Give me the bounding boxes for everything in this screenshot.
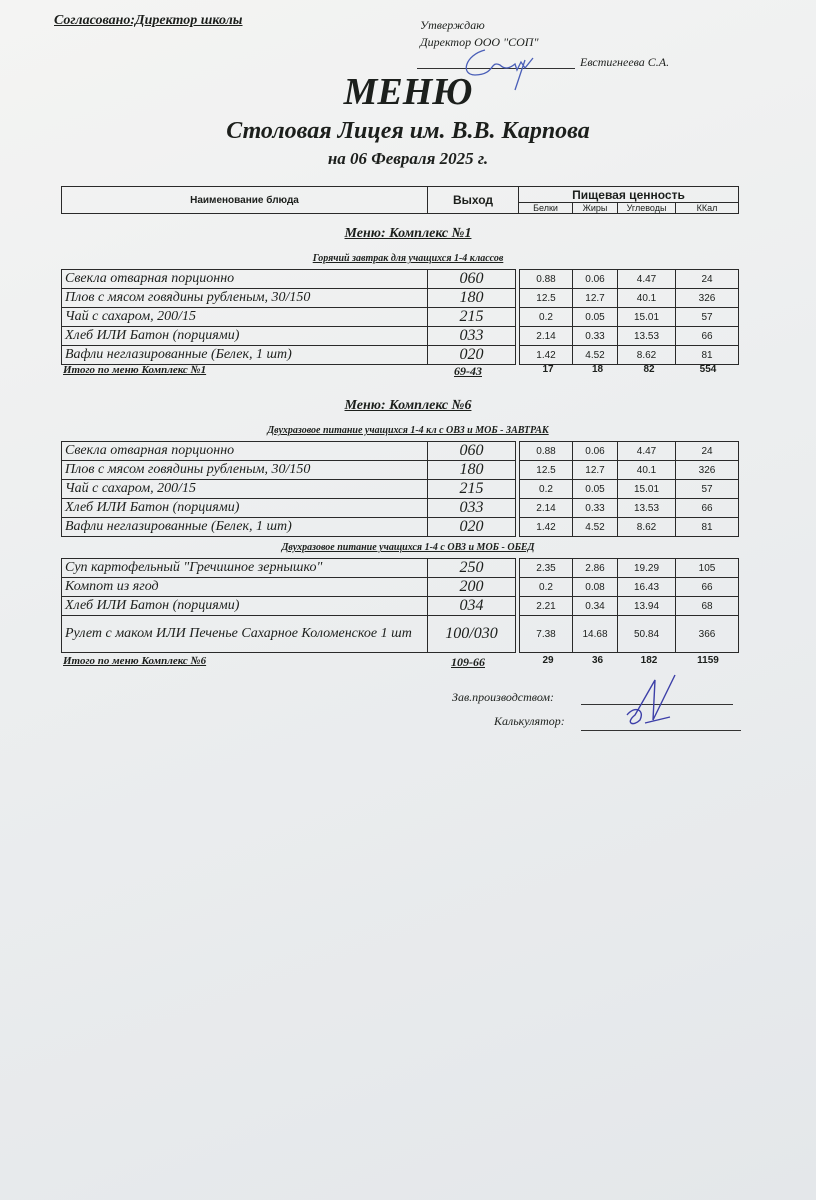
page-title: МЕНЮ bbox=[343, 71, 473, 113]
kcal: 24 bbox=[676, 270, 739, 289]
fat: 0.08 bbox=[573, 578, 618, 597]
fat: 0.06 bbox=[573, 270, 618, 289]
dish-name: Хлеб ИЛИ Батон (порциями) bbox=[62, 499, 428, 518]
kcal: 81 bbox=[676, 518, 739, 537]
fat: 0.06 bbox=[573, 442, 618, 461]
protein: 12.5 bbox=[520, 461, 573, 480]
kcal: 326 bbox=[676, 289, 739, 308]
director-name: Евстигнеева С.А. bbox=[580, 55, 670, 69]
fat: 14.68 bbox=[573, 616, 618, 653]
calculator-signature bbox=[615, 665, 695, 735]
complex1-title: Меню: Комплекс №1 bbox=[344, 226, 472, 241]
carbs: 13.94 bbox=[618, 597, 676, 616]
dish-output: 020 bbox=[428, 518, 516, 537]
col-name: Наименование блюда bbox=[62, 187, 428, 214]
total-kcal: 554 bbox=[699, 364, 717, 375]
protein: 1.42 bbox=[520, 518, 573, 537]
fat: 4.52 bbox=[573, 346, 618, 365]
dish-name: Вафли неглазированные (Белек, 1 шт) bbox=[62, 518, 428, 537]
table-row bbox=[62, 597, 739, 616]
kcal: 66 bbox=[676, 327, 739, 346]
dish-name: Хлеб ИЛИ Батон (порциями) bbox=[62, 327, 428, 346]
protein: 2.21 bbox=[520, 597, 573, 616]
carbs: 15.01 bbox=[618, 480, 676, 499]
dish-output: 020 bbox=[428, 346, 516, 365]
table-row bbox=[62, 480, 739, 499]
dish-output: 034 bbox=[428, 597, 516, 616]
kcal: 326 bbox=[676, 461, 739, 480]
complex1-table bbox=[61, 269, 739, 365]
dish-output: 060 bbox=[428, 270, 516, 289]
col-carbs: Углеводы bbox=[618, 203, 676, 214]
col-kcal: ККал bbox=[676, 203, 739, 214]
complex6-breakfast-section: Двухразовое питание учащихся 1-4 кл с ОВЗ и МОБ - ЗАВТРАК bbox=[267, 425, 549, 436]
protein: 0.88 bbox=[520, 442, 573, 461]
dish-output: 200 bbox=[428, 578, 516, 597]
complex6-lunch-section: Двухразовое питание учащихся 1-4 с ОВЗ и МОБ - ОБЕД bbox=[281, 542, 535, 553]
col-fat: Жиры bbox=[573, 203, 618, 214]
fat: 0.33 bbox=[573, 327, 618, 346]
dish-name: Хлеб ИЛИ Батон (порциями) bbox=[62, 597, 428, 616]
dish-name: Компот из ягод bbox=[62, 578, 428, 597]
complex6-lunch-table bbox=[61, 558, 739, 653]
dish-name: Рулет с маком ИЛИ Печенье Сахарное Коломенское 1 шт bbox=[62, 616, 428, 653]
total-protein: 29 bbox=[542, 655, 554, 666]
protein: 2.14 bbox=[520, 499, 573, 518]
carbs: 16.43 bbox=[618, 578, 676, 597]
dish-name: Вафли неглазированные (Белек, 1 шт) bbox=[62, 346, 428, 365]
total-output: 69-43 bbox=[454, 364, 482, 378]
total-carbs: 82 bbox=[643, 364, 655, 375]
complex1-total-row bbox=[61, 364, 738, 380]
total-label: Итого по меню Комплекс №1 bbox=[63, 364, 207, 376]
approve-label: Утверждаю bbox=[420, 18, 485, 32]
carbs: 50.84 bbox=[618, 616, 676, 653]
protein: 0.2 bbox=[520, 308, 573, 327]
carbs: 4.47 bbox=[618, 442, 676, 461]
dish-output: 250 bbox=[428, 559, 516, 578]
dish-output: 033 bbox=[428, 499, 516, 518]
protein: 2.14 bbox=[520, 327, 573, 346]
carbs: 19.29 bbox=[618, 559, 676, 578]
director-label: Директор ООО "СОП" bbox=[420, 35, 539, 49]
table-row bbox=[62, 327, 739, 346]
table-row bbox=[62, 616, 739, 653]
protein: 12.5 bbox=[520, 289, 573, 308]
col-protein: Белки bbox=[519, 203, 573, 214]
protein: 0.2 bbox=[520, 578, 573, 597]
table-row bbox=[62, 499, 739, 518]
kcal: 68 bbox=[676, 597, 739, 616]
table-row bbox=[62, 270, 739, 289]
kcal: 81 bbox=[676, 346, 739, 365]
fat: 0.34 bbox=[573, 597, 618, 616]
kcal: 57 bbox=[676, 480, 739, 499]
table-row bbox=[62, 442, 739, 461]
table-row bbox=[62, 578, 739, 597]
total-kcal: 1159 bbox=[697, 655, 719, 666]
kcal: 366 bbox=[676, 616, 739, 653]
subtitle: Столовая Лицея им. В.В. Карпова bbox=[226, 118, 590, 144]
protein: 0.2 bbox=[520, 480, 573, 499]
dish-name: Суп картофельный "Гречишное зернышко" bbox=[62, 559, 428, 578]
kcal: 105 bbox=[676, 559, 739, 578]
dish-output: 060 bbox=[428, 442, 516, 461]
col-nutrition: Пищевая ценность bbox=[519, 187, 739, 203]
carbs: 8.62 bbox=[618, 346, 676, 365]
carbs: 40.1 bbox=[618, 461, 676, 480]
fat: 0.05 bbox=[573, 308, 618, 327]
complex6-title: Меню: Комплекс №6 bbox=[344, 398, 472, 413]
total-fat: 36 bbox=[591, 655, 604, 666]
column-header-table bbox=[61, 186, 739, 214]
dish-output: 180 bbox=[428, 461, 516, 480]
table-row bbox=[62, 518, 739, 537]
complex1-section: Горячий завтрак для учащихся 1-4 классов bbox=[312, 253, 504, 264]
protein: 0.88 bbox=[520, 270, 573, 289]
dish-output: 215 bbox=[428, 480, 516, 499]
dish-output: 180 bbox=[428, 289, 516, 308]
fat: 2.86 bbox=[573, 559, 618, 578]
total-fat: 18 bbox=[591, 364, 604, 375]
kcal: 66 bbox=[676, 578, 739, 597]
carbs: 13.53 bbox=[618, 327, 676, 346]
dish-output: 033 bbox=[428, 327, 516, 346]
kcal: 66 bbox=[676, 499, 739, 518]
total-label: Итого по меню Комплекс №6 bbox=[63, 655, 207, 667]
fat: 0.05 bbox=[573, 480, 618, 499]
dish-output: 100/030 bbox=[428, 616, 516, 653]
fat: 0.33 bbox=[573, 499, 618, 518]
table-row bbox=[62, 559, 739, 578]
total-output: 109-66 bbox=[451, 655, 485, 669]
col-output: Выход bbox=[428, 187, 519, 214]
dish-name: Свекла отварная порционно bbox=[62, 442, 428, 461]
table-row bbox=[62, 289, 739, 308]
protein: 1.42 bbox=[520, 346, 573, 365]
table-row bbox=[62, 461, 739, 480]
dish-name: Свекла отварная порционно bbox=[62, 270, 428, 289]
protein: 7.38 bbox=[520, 616, 573, 653]
total-protein: 17 bbox=[542, 364, 554, 375]
fat: 12.7 bbox=[573, 461, 618, 480]
dish-name: Чай с сахаром, 200/15 bbox=[62, 480, 428, 499]
carbs: 40.1 bbox=[618, 289, 676, 308]
kcal: 24 bbox=[676, 442, 739, 461]
dish-name: Чай с сахаром, 200/15 bbox=[62, 308, 428, 327]
kcal: 57 bbox=[676, 308, 739, 327]
carbs: 8.62 bbox=[618, 518, 676, 537]
complex6-breakfast-table bbox=[61, 441, 739, 537]
production-label: Зав.производством: bbox=[452, 690, 555, 704]
carbs: 15.01 bbox=[618, 308, 676, 327]
fat: 4.52 bbox=[573, 518, 618, 537]
fat: 12.7 bbox=[573, 289, 618, 308]
dish-output: 215 bbox=[428, 308, 516, 327]
agreed-label: Согласовано:Директор школы bbox=[54, 13, 243, 28]
calculator-label: Калькулятор: bbox=[494, 714, 565, 728]
total-carbs: 182 bbox=[640, 655, 658, 666]
table-row bbox=[62, 308, 739, 327]
dish-name: Плов с мясом говядины рубленым, 30/150 bbox=[62, 461, 428, 480]
table-row bbox=[62, 346, 739, 365]
protein: 2.35 bbox=[520, 559, 573, 578]
dish-name: Плов с мясом говядины рубленым, 30/150 bbox=[62, 289, 428, 308]
carbs: 4.47 bbox=[618, 270, 676, 289]
carbs: 13.53 bbox=[618, 499, 676, 518]
menu-date: на 06 Февраля 2025 г. bbox=[327, 149, 489, 168]
